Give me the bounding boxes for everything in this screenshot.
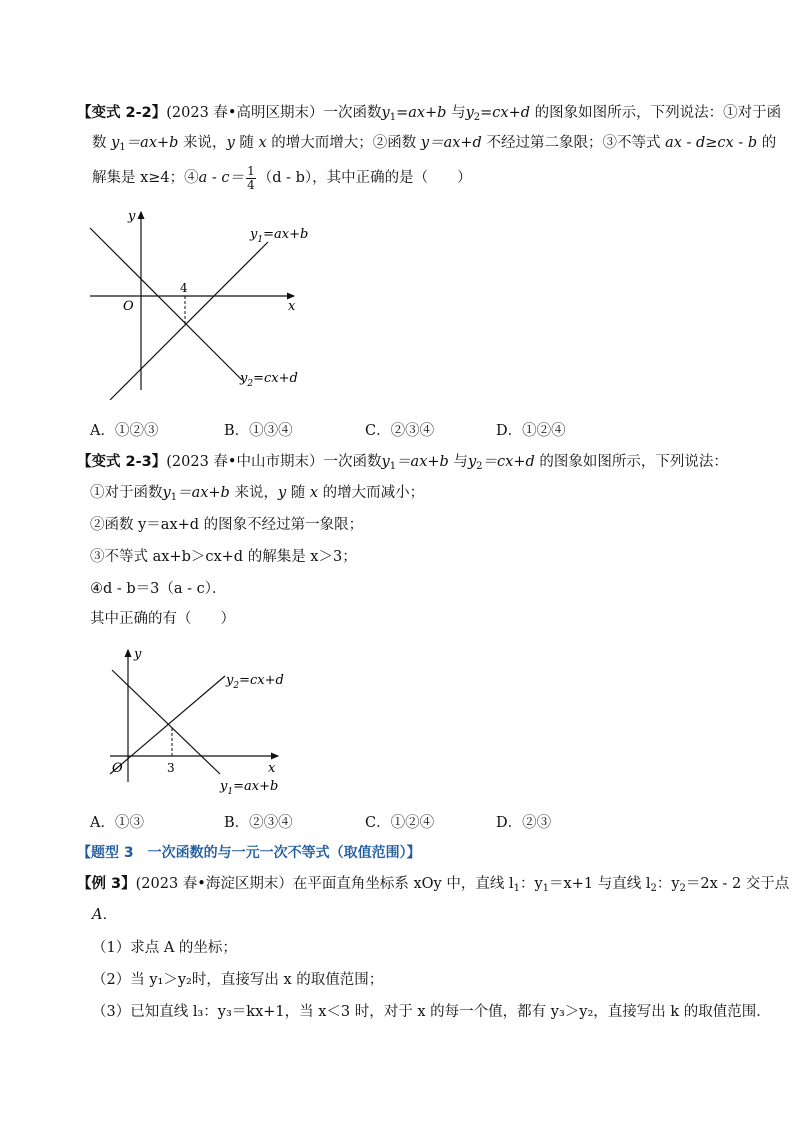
q22-line2-c: 的增大而增大；②函数 bbox=[266, 135, 421, 151]
ex3-line1-c: ＝x+1 与直线 l bbox=[549, 876, 651, 892]
q23-s2: ②函数 y＝ax+d 的图象不经过第一象限； bbox=[90, 517, 364, 533]
section-heading: 【题型 3 一次函数的与一元一次不等式（取值范围）】 bbox=[77, 845, 421, 861]
q22-option-a[interactable]: A．①②③ bbox=[90, 423, 159, 439]
ex3-line1-a: (2023 春•海淀区期末）在平面直角坐标系 xOy 中，直线 l bbox=[135, 876, 514, 892]
ex3-part3: （3）已知直线 l₃：y₃＝kx+1，当 x＜3 时，对于 x 的每一个值，都有 y₃＞y₂，直接写出 k 的取值范围． bbox=[92, 1004, 771, 1020]
ex3-line2: A． bbox=[92, 907, 117, 923]
line-y2 bbox=[90, 228, 242, 380]
ex3-line1-b: ：y bbox=[519, 876, 543, 892]
q22-line2-a: 来说， bbox=[178, 135, 227, 151]
q23-line1: 【变式 2-3】(2023 春•中山市期末）一次函数$y_1=ax+b$ 与$y_2=cx+d$ 的图象如图所示，下列说法： bbox=[77, 454, 728, 472]
q22-line3-a: 解集是 x≥4；④ bbox=[92, 170, 199, 186]
q22-graph bbox=[80, 200, 320, 400]
q22-line2-pre: 数 bbox=[92, 135, 112, 151]
q22-option-d[interactable]: D．①②④ bbox=[496, 423, 566, 439]
q23-option-b[interactable]: B．②③④ bbox=[224, 815, 293, 831]
q22-fraction bbox=[246, 165, 256, 192]
x-label: x bbox=[268, 761, 276, 776]
q23-source: (2023 春•中山市期末）一次函数 bbox=[166, 454, 382, 470]
q23-s1-d: 的增大而减小； bbox=[318, 485, 425, 501]
q22-option-b[interactable]: B．①③④ bbox=[224, 423, 293, 439]
frac-den: 4 bbox=[247, 177, 255, 192]
line-y2 bbox=[110, 676, 225, 774]
q22-source: (2023 春•高明区期末）一次函数 bbox=[166, 105, 382, 121]
y-label: y bbox=[134, 647, 142, 662]
label-y2: $y_2=cx+d$ bbox=[226, 673, 284, 691]
q23-s1: ①对于函数$y_1=ax+b$ 来说，y 随 x 的增大而减小； bbox=[90, 485, 425, 503]
ex3-part1: （1）求点 A 的坐标； bbox=[92, 940, 237, 956]
origin-label: O bbox=[112, 761, 123, 776]
label-y1: $y_1=ax+b$ bbox=[250, 227, 309, 245]
q22-option-c[interactable]: C．②③④ bbox=[365, 423, 435, 439]
q22-tag: 【变式 2-2】 bbox=[77, 105, 167, 121]
q23-option-a[interactable]: A．①③ bbox=[90, 815, 144, 831]
q23-option-d[interactable]: D．②③ bbox=[496, 815, 552, 831]
tick-label: 4 bbox=[180, 281, 188, 295]
ex3-line1: 【例 3】(2023 春•海淀区期末）在平面直角坐标系 xOy 中，直线 $l_1$：$y_1=x+1$ 与直线 $l_2$：$y_2=2x - 2$ 交于点 bbox=[77, 876, 790, 894]
q22-line3-b: （d - b），其中正确的是（ ） bbox=[257, 170, 472, 186]
frac-num: 1 bbox=[247, 163, 255, 178]
x-label: x bbox=[288, 299, 296, 314]
q22-line2-d: 不经过第二象限；③不等式 bbox=[481, 135, 666, 151]
ex3-tag: 【例 3】 bbox=[77, 876, 136, 892]
tick-label: 3 bbox=[167, 761, 175, 775]
label-y1: $y_1=ax+b$ bbox=[220, 779, 279, 797]
q22-y1-eq: =ax+b bbox=[396, 105, 447, 121]
q22-line1: 【变式 2-2】(2023 春•高明区期末）一次函数$y_1=ax+b$ 与$y_2=cx+d$ 的图象如图所示，下列说法：①对于函 bbox=[77, 105, 782, 123]
q22-line1-tail: 的图象如图所示，下列说法：①对于函 bbox=[530, 105, 782, 121]
q23-tail: 的图象如图所示，下列说法： bbox=[534, 454, 728, 470]
y-label: y bbox=[128, 209, 136, 224]
q22-line3: 解集是 x≥4；④a - c＝ $\frac{1}{4}$ （d - b），其中正确的是（ ） bbox=[92, 163, 472, 192]
q23-option-c[interactable]: C．①②④ bbox=[365, 815, 435, 831]
q22-line2: 数 $y_1=ax+b$ 来说，y 随 x 的增大而增大；②函数 y＝ax+d 不经过第二象限；③不等式 ax - d≥cx - b 的 bbox=[92, 135, 777, 153]
q22-line2-e: 的 bbox=[757, 135, 777, 151]
q23-s1-b: 来说， bbox=[229, 485, 278, 501]
label-y2: $y_2=cx+d$ bbox=[240, 371, 298, 389]
q23-tag: 【变式 2-3】 bbox=[77, 454, 167, 470]
q22-and: 与 bbox=[446, 105, 466, 121]
q23-ask: 其中正确的有（ ） bbox=[90, 611, 235, 627]
q23-graph bbox=[100, 642, 300, 802]
q23-s4: ④d - b＝3（a - c）． bbox=[90, 581, 227, 597]
q23-s1-c: 随 bbox=[286, 485, 310, 501]
q22-line2-b: 随 bbox=[234, 135, 259, 151]
ex3-line1-d: ＝2x - 2 交于点 bbox=[685, 876, 790, 892]
q22-y2-eq: =cx+d bbox=[480, 105, 531, 121]
origin-label: O bbox=[123, 299, 134, 314]
ex3-part2: （2）当 y₁＞y₂时，直接写出 x 的取值范围； bbox=[92, 972, 384, 988]
q23-s3: ③不等式 ax+b＞cx+d 的解集是 x＞3； bbox=[90, 549, 357, 565]
q23-s1-a: ①对于函数 bbox=[90, 485, 163, 501]
